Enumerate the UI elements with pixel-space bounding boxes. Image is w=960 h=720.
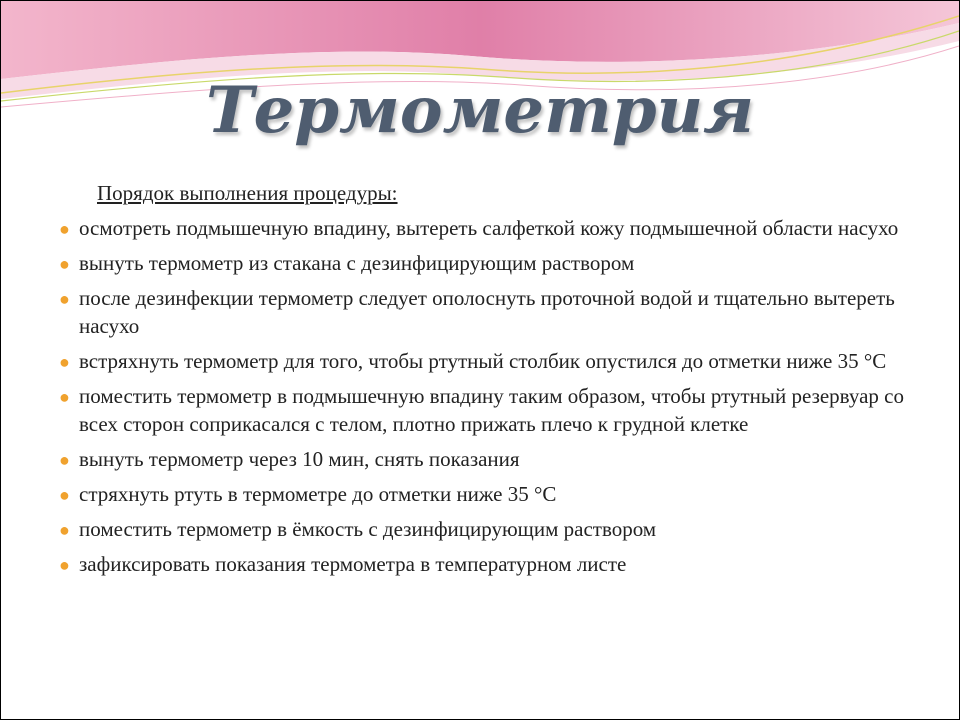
list-item (59, 515, 919, 543)
step-text: встряхнуть термометр для того, чтобы ртутный столбик опустился до отметки ниже 35 °С (79, 349, 887, 373)
list-item (59, 214, 919, 242)
bullet-dot-icon: ● (59, 387, 70, 407)
bullet-dot-icon: ● (59, 520, 70, 540)
bullet-dot-icon: ● (59, 450, 70, 470)
list-item (59, 347, 919, 375)
list-item (59, 445, 919, 473)
step-text: вынуть термометр из стакана с дезинфицирующим раствором (79, 251, 635, 275)
list-item (59, 550, 919, 578)
content-body (59, 179, 919, 585)
bullet-dot-icon: ● (59, 555, 70, 575)
list-item (59, 284, 919, 340)
step-text: осмотреть подмышечную впадину, вытереть салфеткой кожу подмышечной области насухо (79, 216, 899, 240)
steps-list (59, 214, 919, 578)
subtitle-text: Порядок выполнения процедуры: (97, 181, 398, 205)
step-text: поместить термометр в ёмкость с дезинфицирующим раствором (79, 517, 657, 541)
procedure-subtitle (59, 179, 919, 207)
bullet-dot-icon: ● (59, 485, 70, 505)
list-item (59, 480, 919, 508)
step-text: стряхнуть ртуть в термометре до отметки ниже 35 °С (79, 482, 557, 506)
step-text: поместить термометр в подмышечную впадину таким образом, чтобы ртутный резервуар со всех сторон соприкасался с телом, плотно прижать плечо к грудной клетке (79, 384, 904, 436)
step-text: зафиксировать показания термометра в температурном листе (79, 552, 627, 576)
bullet-dot-icon: ● (59, 289, 70, 309)
step-text: вынуть термометр через 10 мин, снять показания (79, 447, 520, 471)
bullet-dot-icon: ● (59, 219, 70, 239)
bullet-dot-icon: ● (59, 254, 70, 274)
list-item (59, 249, 919, 277)
list-item (59, 382, 919, 438)
bullet-dot-icon: ● (59, 352, 70, 372)
step-text: после дезинфекции термометр следует ополоснуть проточной водой и тщательно вытереть насухо (79, 286, 895, 338)
slide-title: Термометрия (205, 73, 755, 148)
